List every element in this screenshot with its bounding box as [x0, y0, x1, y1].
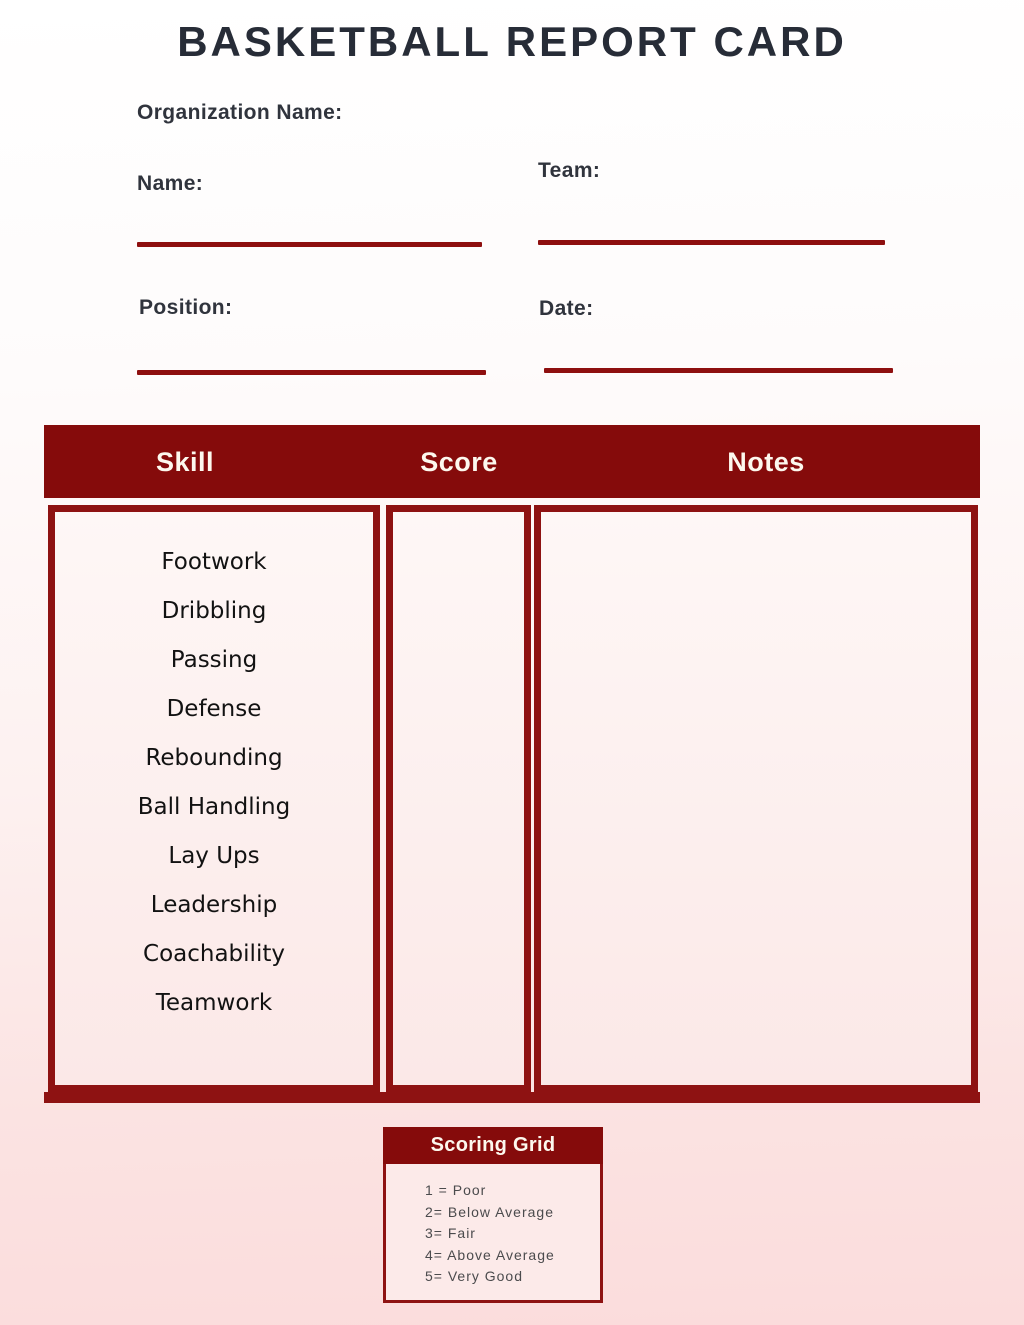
skill-item: Leadership: [150, 892, 278, 918]
scoring-level: 4= Above Average: [425, 1246, 555, 1263]
skill-item: Passing: [170, 647, 258, 673]
skill-column: [48, 505, 380, 1092]
skill-item: Lay Ups: [168, 843, 260, 869]
skill-list: [55, 512, 373, 1028]
scoring-grid-title: Scoring Grid: [383, 1127, 603, 1164]
date-label: Date:: [539, 297, 594, 320]
scoring-level: 3= Fair: [425, 1225, 476, 1241]
organization-name-value[interactable]: [360, 101, 760, 127]
page-title: BASKETBALL REPORT CARD: [177, 18, 847, 65]
notes-column[interactable]: [534, 505, 978, 1092]
scoring-level: 1 = Poor: [425, 1182, 487, 1198]
skill-item: Teamwork: [155, 990, 273, 1016]
score-column[interactable]: [386, 505, 531, 1092]
position-input-line[interactable]: [137, 370, 486, 375]
skill-item: Footwork: [161, 549, 267, 575]
column-header-notes: Notes: [727, 447, 805, 477]
column-header-score: Score: [420, 447, 498, 477]
column-header-skill: Skill: [155, 447, 215, 477]
organization-name-label: Organization Name:: [137, 101, 343, 124]
name-label: Name:: [137, 172, 204, 195]
scoring-grid-legend: [383, 1164, 603, 1303]
position-label: Position:: [139, 296, 233, 319]
team-input-line[interactable]: [538, 240, 885, 245]
skill-item: Dribbling: [161, 598, 267, 624]
skill-item: Rebounding: [145, 745, 283, 771]
skill-item: Defense: [166, 696, 262, 722]
date-input-line[interactable]: [544, 368, 893, 373]
skill-item: Ball Handling: [137, 794, 291, 820]
scoring-level: 2= Below Average: [425, 1203, 554, 1220]
team-label: Team:: [538, 159, 601, 182]
scoring-level: 5= Very Good: [425, 1268, 524, 1284]
name-input-line[interactable]: [137, 242, 482, 247]
table-bottom-bar: [44, 1092, 980, 1103]
skill-item: Coachability: [143, 941, 285, 967]
